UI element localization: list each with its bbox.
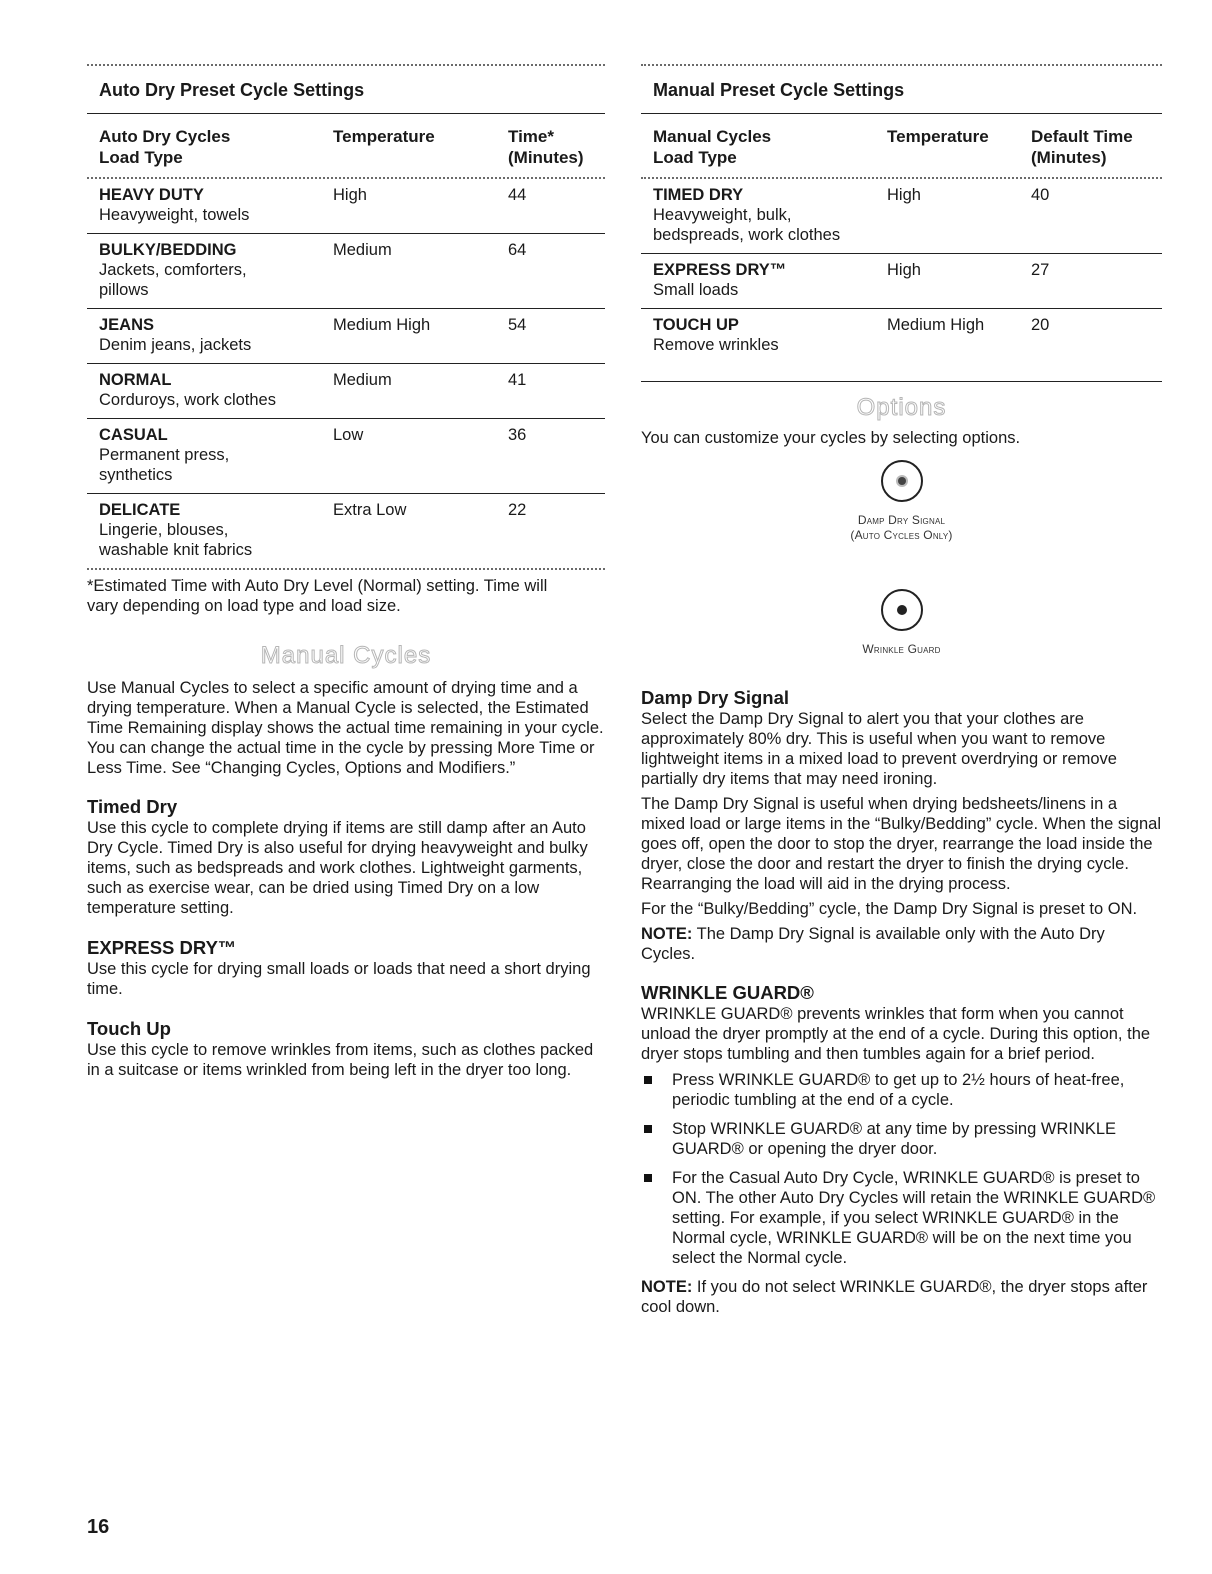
table-row <box>641 253 1162 308</box>
time: 22 <box>508 501 527 519</box>
wrinkle-guard-label: Wrinkle Guard <box>862 642 941 656</box>
temperature: Medium <box>333 241 392 259</box>
header-temperature: Temperature <box>887 127 989 146</box>
temperature: Medium High <box>333 316 431 334</box>
load-type: Lingerie, blouses, washable knit fabrics <box>99 521 253 559</box>
table-row <box>87 179 605 233</box>
auto-table-body <box>87 179 605 568</box>
header-minutes: (Minutes) <box>1031 148 1107 167</box>
manual-table-header <box>641 114 1162 177</box>
table-row <box>87 418 605 493</box>
page-number: 16 <box>87 1516 110 1538</box>
wrinkle-guard-list <box>641 1070 1162 1268</box>
cycle-name: CASUAL <box>99 426 168 444</box>
damp-dry-signal-option <box>641 460 1162 543</box>
time: 20 <box>1031 316 1050 334</box>
touch-up-title: Touch Up <box>87 1018 171 1039</box>
cycle-name: TIMED DRY <box>653 186 744 204</box>
express-dry-title: EXPRESS DRY™ <box>87 937 237 958</box>
table-row <box>87 363 605 418</box>
list-item: Press WRINKLE GUARD® to get up to 2½ hours of heat-free, periodic tumbling at the end of a cycle. <box>641 1070 1162 1110</box>
header-load-type: Load Type <box>653 148 737 167</box>
time: 40 <box>1031 186 1050 204</box>
header-temperature: Temperature <box>333 127 435 146</box>
auto-table-header <box>87 114 605 177</box>
temperature: High <box>887 261 921 279</box>
temperature: High <box>333 186 367 204</box>
right-column <box>641 64 1162 1317</box>
cycle-name: HEAVY DUTY <box>99 186 204 204</box>
damp-dry-signal-icon <box>881 460 923 502</box>
list-item: For the Casual Auto Dry Cycle, WRINKLE GUARD® is preset to ON. The other Auto Dry Cycles will retain the WRINKLE GUARD® setting. For example, if you select WRINKLE GUARD® in the Normal cycle, WRINKLE GUARD® will be on the next time you select the Normal cycle. <box>641 1168 1162 1268</box>
header-cycles: Auto Dry Cycles <box>99 127 231 146</box>
auto-table-title: Auto Dry Preset Cycle Settings <box>99 80 365 100</box>
options-intro: You can customize your cycles by selecting options. <box>641 429 1021 447</box>
damp-dry-signal-label: Damp Dry Signal <box>857 513 946 527</box>
list-item: Stop WRINKLE GUARD® at any time by pressing WRINKLE GUARD® or opening the dryer door. <box>641 1119 1162 1159</box>
timed-dry-title: Timed Dry <box>87 796 178 817</box>
load-type: Jackets, comforters, pillows <box>99 261 247 299</box>
cycle-name: DELICATE <box>99 501 181 519</box>
temperature: Medium High <box>887 316 985 334</box>
cycle-name: EXPRESS DRY™ <box>653 261 787 279</box>
table-row <box>87 233 605 308</box>
express-dry-text: Use this cycle for drying small loads or loads that need a short drying time. <box>87 960 591 998</box>
time: 54 <box>508 316 527 334</box>
cycle-name: TOUCH UP <box>653 316 739 334</box>
touch-up-text: Use this cycle to remove wrinkles from items, such as clothes packed in a suitcase or items wrinkled from being left in the dryer too long. <box>87 1041 594 1079</box>
manual-table-title: Manual Preset Cycle Settings <box>653 80 905 100</box>
damp-dry-title: Damp Dry Signal <box>641 687 790 708</box>
time: 64 <box>508 241 527 259</box>
load-type: Small loads <box>653 281 739 299</box>
damp-dry-text-3: For the “Bulky/Bedding” cycle, the Damp Dry Signal is preset to ON. <box>641 900 1138 918</box>
wrinkle-guard-note <box>641 1277 1162 1317</box>
note-text: If you do not select WRINKLE GUARD®, the dryer stops after cool down. <box>641 1278 1148 1316</box>
damp-dry-text-1: Select the Damp Dry Signal to alert you that your clothes are approximately 80% dry. This is useful when you want to remove lightweight items in a mixed load to prevent overdrying or remove partially dry items that may need ironing. <box>641 710 1117 788</box>
wrinkle-guard-text: WRINKLE GUARD® prevents wrinkles that form when you cannot unload the dryer promptly at the end of a cycle. During this option, the dryer stops tumbling and then tumbles again for a brief period. <box>641 1005 1151 1063</box>
note-label: NOTE: <box>641 925 693 943</box>
temperature: Low <box>333 426 364 444</box>
table-row <box>641 179 1162 253</box>
header-default-time: Default Time <box>1031 127 1133 146</box>
table-row <box>87 493 605 568</box>
timed-dry-text: Use this cycle to complete drying if items are still damp after an Auto Dry Cycle. Timed Dry is also useful for drying heavyweight and bulky items, such as bedspreads and work clothes. Lightweight garments, such as exercise wear, can be dried using Timed Dry on a low temperature setting. <box>87 819 588 917</box>
header-cycles: Manual Cycles <box>653 127 772 146</box>
time: 36 <box>508 426 527 444</box>
options-heading: Options <box>856 394 947 421</box>
time: 44 <box>508 186 527 204</box>
load-type: Remove wrinkles <box>653 336 779 354</box>
load-type: Heavyweight, bulk, bedspreads, work clothes <box>653 206 841 244</box>
load-type: Heavyweight, towels <box>99 206 250 224</box>
manual-cycles-heading: Manual Cycles <box>260 642 432 669</box>
header-load-type: Load Type <box>99 148 183 167</box>
damp-dry-note <box>641 924 1162 964</box>
wrinkle-guard-icon <box>881 589 923 631</box>
load-type: Permanent press, synthetics <box>99 446 230 484</box>
cycle-name: JEANS <box>99 316 155 334</box>
time: 41 <box>508 371 527 389</box>
cycle-name: NORMAL <box>99 371 172 389</box>
table-row <box>641 308 1162 381</box>
table-bottom-rule <box>641 381 1162 382</box>
temperature: Medium <box>333 371 392 389</box>
note-label: NOTE: <box>641 1278 693 1296</box>
load-type: Corduroys, work clothes <box>99 391 276 409</box>
auto-cycles-only-label: (Auto Cycles Only) <box>850 528 953 542</box>
manual-table-body <box>641 179 1162 381</box>
wrinkle-guard-option <box>641 589 1162 657</box>
time: 27 <box>1031 261 1050 279</box>
table-row <box>87 308 605 363</box>
manual-cycles-intro: Use Manual Cycles to select a specific amount of drying time and a drying temperature. When a Manual Cycle is selected, the Estimated Time Remaining display shows the actual time remaining in your cycle. You can change the actual time in the cycle by pressing More Time or Less Time. See “Changing Cycles, Options and Modifiers.” <box>87 679 604 777</box>
load-type: Denim jeans, jackets <box>99 336 252 354</box>
table-footnote: *Estimated Time with Auto Dry Level (Normal) setting. Time will vary depending on load type and load size. <box>87 577 548 615</box>
temperature: High <box>887 186 921 204</box>
wrinkle-guard-title: WRINKLE GUARD® <box>641 982 814 1003</box>
header-minutes: (Minutes) <box>508 148 584 167</box>
damp-dry-text-2: The Damp Dry Signal is useful when drying bedsheets/linens in a mixed load or large items in the “Bulky/Bedding” cycle. When the signal goes off, open the door to stop the dryer, rearrange the load inside the dryer, close the door and restart the dryer to finish the drying cycle. Rearranging the load will aid in the drying process. <box>641 795 1161 893</box>
note-text: The Damp Dry Signal is available only with the Auto Dry Cycles. <box>641 925 1105 963</box>
header-time: Time* <box>508 127 554 146</box>
left-column <box>87 64 605 1080</box>
cycle-name: BULKY/BEDDING <box>99 241 237 259</box>
temperature: Extra Low <box>333 501 407 519</box>
